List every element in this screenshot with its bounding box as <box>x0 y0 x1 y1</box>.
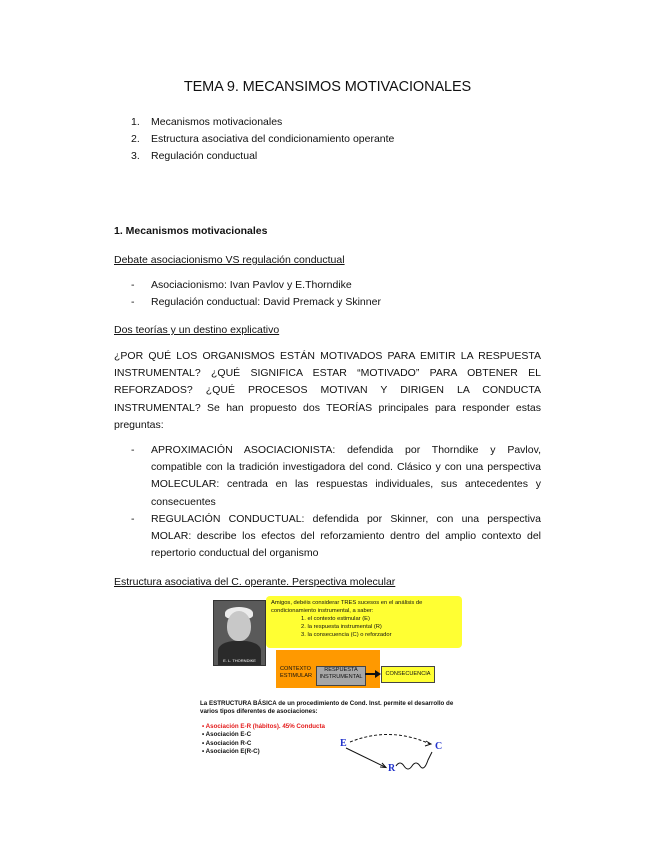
toc-item: 3. Regulación conductual <box>131 150 258 162</box>
thorndike-figure <box>200 596 460 772</box>
context-label: CONTEXTO ESTIMULAR <box>280 666 313 679</box>
page-title: TEMA 9. MECANSIMOS MOTIVACIONALES <box>183 79 472 95</box>
intro-paragraph: ¿POR QUÉ LOS ORGANISMOS ESTÁN MOTIVADOS PARA EMITIR LA RESPUESTA INSTRUMENTAL? ¿QUÉ SIGNIFICA ESTAR “MOTIVADO” PARA OBTENER EL REFORZADOS? ¿QUÉ PROCESOS MOTIVAN Y DIRIGEN LA CONDUCTA INSTRUMENTAL? Se han propuesto dos TEORÍAS principales para responder estas preguntas: <box>114 350 541 431</box>
list-item: • Asociación E-C <box>202 731 252 739</box>
list-item: - APROXIMACIÓN ASOCIACIONISTA: defendida por Thorndike y Pavlov, compatible con la tradición investigadora del cond. Clásico y con una perspectiva MOLECULAR: centrada en las respuestas individuales, sus antecedentes y consecuentes <box>131 444 541 508</box>
toc-item: 1. Mecanismos motivacionales <box>131 116 283 128</box>
consequence-box: CONSECUENCIA <box>381 666 435 683</box>
teorias-heading: Dos teorías y un destino explicativo <box>114 324 280 336</box>
list-item: - REGULACIÓN CONDUCTUAL: defendida por Skinner, con una perspectiva MOLAR: describe los efectos del reforzamiento dentro del amplio contexto del repertorio conductual del organismo <box>131 513 541 560</box>
estructura-heading: Estructura asociativa del C. operante. Perspectiva molecular <box>114 576 396 588</box>
e-r-arrow <box>346 748 385 767</box>
list-item: - Regulación conductual: David Premack y Skinner <box>131 296 381 308</box>
photo-caption: E. L. THORNDIKE <box>223 658 256 663</box>
section-heading: 1. Mecanismos motivacionales <box>114 225 268 237</box>
c-label: C <box>435 741 443 752</box>
r-label: R <box>388 763 396 774</box>
thorndike-portrait <box>213 600 266 666</box>
erc-diagram <box>330 732 446 774</box>
debate-heading: Debate asociacionismo VS regulación conductual <box>114 254 345 266</box>
figure-description: La ESTRUCTURA BÁSICA de un procedimiento de Cond. Inst. permite el desarrollo de varios tipos diferentes de asociaciones: <box>200 700 454 715</box>
list-item: • Asociación E(R-C) <box>202 748 260 756</box>
association-list <box>202 723 325 757</box>
table-of-contents <box>131 114 394 165</box>
speech-box: Amigos, debéis considerar TRES sucesos en el análisis de condicionamiento instrumental, a saber: 1. el contexto estimular (E) 2. la respuesta instrumental (R) 3. la consecuencia (C) o reforzador <box>266 596 462 648</box>
response-box: RESPUESTA INSTRUMENTAL <box>316 666 366 686</box>
toc-item: 2. Estructura asociativa del condicionamiento operante <box>131 133 395 145</box>
list-item: • Asociación R-C <box>202 739 252 747</box>
list-item: - Asociacionismo: Ivan Pavlov y E.Thorndike <box>131 279 352 291</box>
e-c-arrow <box>350 734 430 744</box>
e-label: E <box>340 738 347 749</box>
r-c-wavy-arrow <box>396 752 432 769</box>
list-item: • Asociación E-R (hábitos). 45% Conducta <box>202 723 325 730</box>
